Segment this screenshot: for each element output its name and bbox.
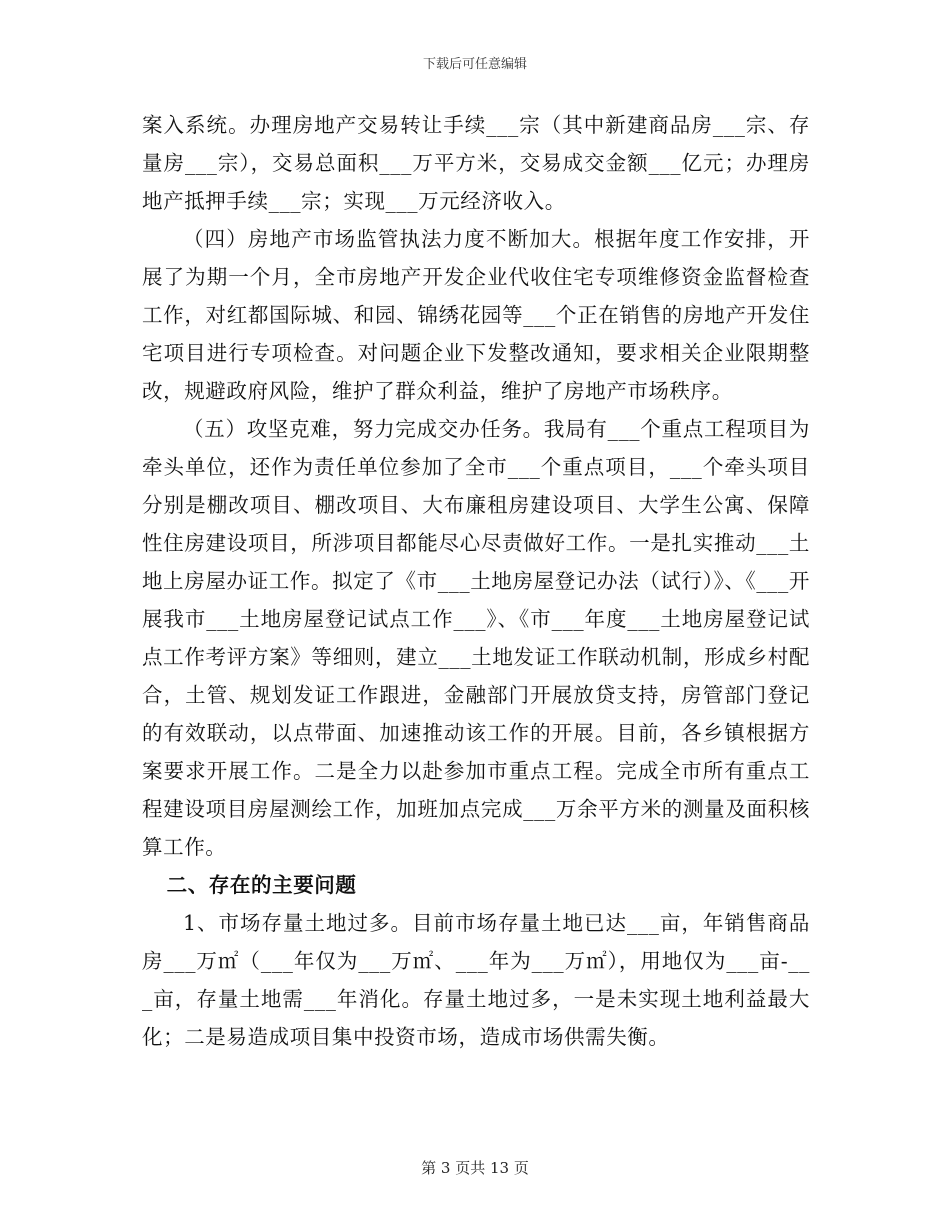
document-body [142,106,810,1056]
page-header: 下载后可任意编辑 [422,57,527,72]
paragraph-transactions: 案入系统。办理房地产交易转让手续___宗（其中新建商品房___宗、存量房___宗），交易总面积___万平方米，交易成交金额___亿元；办理房地产抵押手续___宗；实现___万元经济收入。 [142,113,810,213]
paragraph-land-stock: 1、市场存量土地过多。目前市场存量土地已达___亩，年销售商品房___万㎡（___年仅为___万㎡、___年为___万㎡），用地仅为___亩-___亩，存量土地需___年消化。存量土地过多，一是未实现土地利益最大化；二是易造成项目集中投资市场，造成市场供需失衡。 [142,911,810,1049]
paragraph-key-tasks: （五）攻坚克难，努力完成交办任务。我局有___个重点工程项目为牵头单位，还作为责任单位参加了全市___个重点项目，___个牵头项目分别是棚改项目、棚改项目、大布廉租房建设项目、大学生公寓、保障性住房建设项目，所涉项目都能尽心尽责做好工作。一是扎实推动___土地上房屋办证工作。拟定了《市___土地房屋登记办法（试行）》、《___开展我市___土地房屋登记试点工作___》、《市___年度___土地房屋登记试点工作考评方案》等细则，建立___土地发证工作联动机制，形成乡村配合，土管、规划发证工作跟进，金融部门开展放贷支持，房管部门登记的有效联动，以点带面、加速推动该工作的开展。目前，各乡镇根据方案要求开展工作。二是全力以赴参加市重点工程。完成全市所有重点工程建设项目房屋测绘工作，加班加点完成___万余平方米的测量及面积核算工作。 [142,417,810,859]
paragraph-market-supervision: （四）房地产市场监管执法力度不断加大。根据年度工作安排，开展了为期一个月，全市房地产开发企业代收住宅专项维修资金监督检查工作，对红都国际城、和园、锦绣花园等___个正在销售的房地产开发住宅项目进行专项检查。对问题企业下发整改通知，要求相关企业限期整改，规避政府风险，维护了群众利益，维护了房地产市场秩序。 [142,227,810,403]
page-number: 第 3 页共 13 页 [421,1159,529,1177]
section-heading-problems: 二、存在的主要问题 [166,873,357,897]
